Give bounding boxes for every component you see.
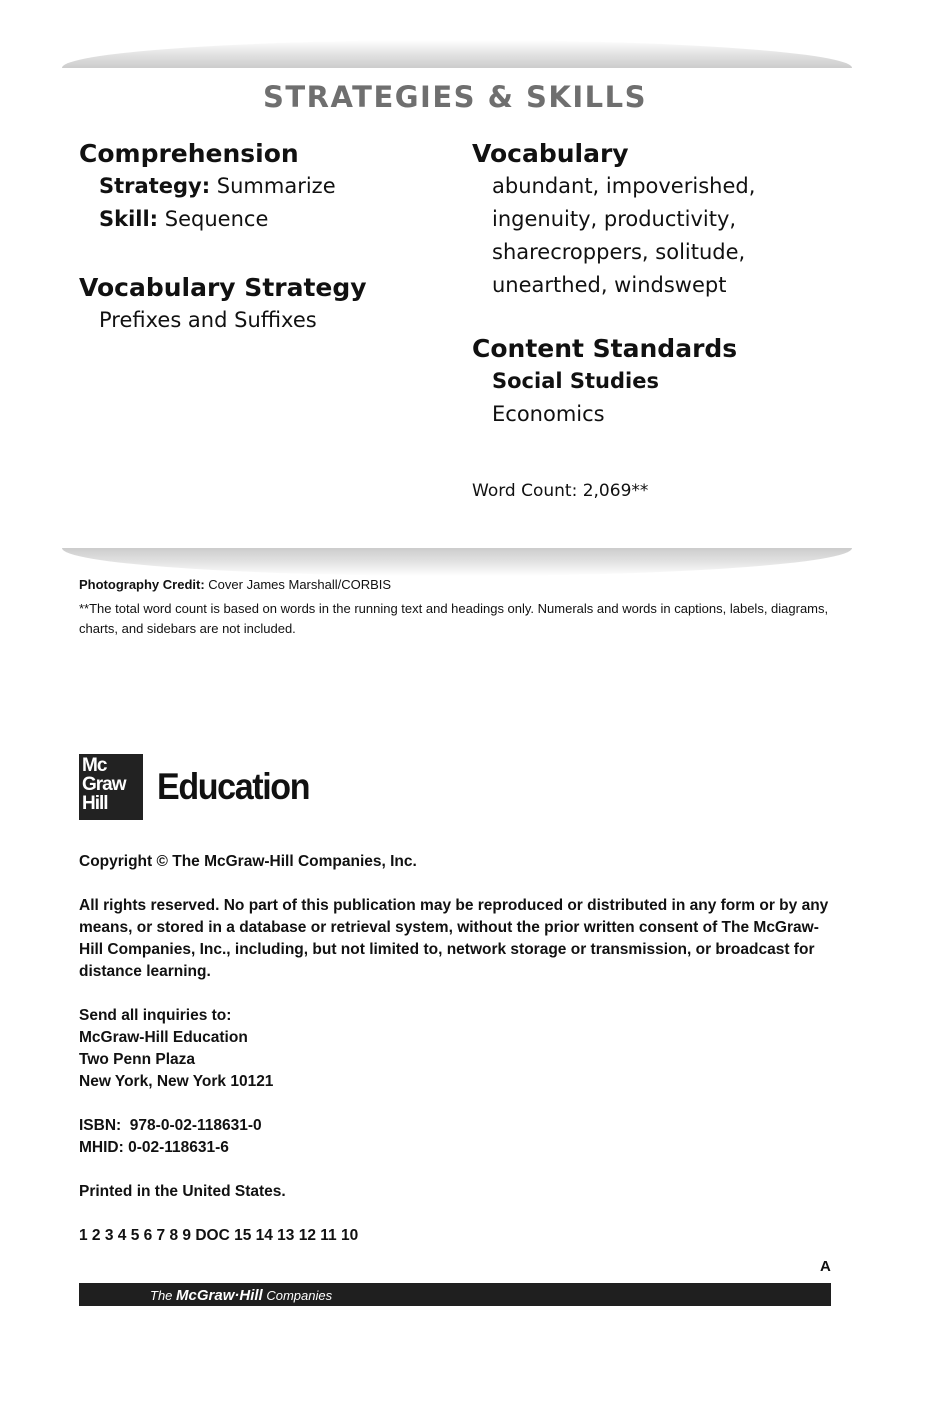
content-standards-heading: Content Standards <box>472 334 738 363</box>
logo-line: Graw <box>82 774 126 795</box>
strategy-label: Strategy: <box>99 174 211 198</box>
printed-statement: Printed in the United States. <box>79 1183 286 1200</box>
vocabulary-strategy-value: Prefixes and Suffixes <box>99 308 317 332</box>
footer-bar <box>79 1283 831 1306</box>
vocabulary-strategy-heading: Vocabulary Strategy <box>79 273 367 302</box>
strategy-line <box>79 170 459 203</box>
photo-credit-block <box>79 575 839 639</box>
copyright-block <box>79 851 839 1269</box>
top-shadow-divider <box>62 40 852 68</box>
photo-credit-value: Cover James Marshall/CORBIS <box>208 577 392 592</box>
photo-credit-line <box>79 575 839 595</box>
mhid: MHID: 0-02-118631-6 <box>79 1139 229 1156</box>
vocabulary-line: ingenuity, productivity, <box>492 207 737 231</box>
bottom-shadow-divider <box>62 548 852 576</box>
address-line: Two Penn Plaza <box>79 1051 195 1068</box>
photo-credit-label: Photography Credit: <box>79 577 205 592</box>
vocabulary-line: unearthed, windswept <box>492 273 727 297</box>
copyright-line: Copyright © The McGraw-Hill Companies, Inc. <box>79 853 417 870</box>
mcgraw-hill-logo-icon <box>79 754 143 820</box>
skill-value: Sequence <box>164 207 269 231</box>
right-column <box>472 138 872 431</box>
inquiries-address <box>79 1005 839 1093</box>
logo-line: Mc <box>82 755 107 776</box>
printing-line: 1 2 3 4 5 6 7 8 9 DOC 15 14 13 12 11 10 <box>79 1227 359 1244</box>
subject-label: Social Studies <box>492 369 659 393</box>
logo-line: Hill <box>82 793 108 814</box>
identifiers <box>79 1115 839 1159</box>
address-line: McGraw-Hill Education <box>79 1029 248 1046</box>
word-count-note: **The total word count is based on words in the running text and headings only. Numerals and words in captions, labels, diagrams, charts, and sidebars are not included. <box>79 601 829 636</box>
strategy-value: Summarize <box>216 174 336 198</box>
isbn: ISBN: 978-0-02-118631-0 <box>79 1117 262 1134</box>
footer-brand-line <box>150 1284 332 1307</box>
page-title: STRATEGIES & SKILLS <box>262 80 648 114</box>
address-line: New York, New York 10121 <box>79 1073 274 1090</box>
page-letter: A <box>820 1258 831 1275</box>
vocabulary-heading: Vocabulary <box>472 139 629 168</box>
logo-wordmark: Education <box>157 766 310 807</box>
left-column <box>79 138 459 337</box>
topic-value: Economics <box>492 402 605 426</box>
skill-label: Skill: <box>99 207 159 231</box>
footer-suffix: Companies <box>266 1288 333 1303</box>
footer-prefix: The <box>150 1288 173 1303</box>
footer-brand: McGraw·Hill <box>176 1287 263 1304</box>
publisher-logo <box>79 754 322 820</box>
vocabulary-line: abundant, impoverished, <box>492 174 756 198</box>
vocabulary-line: sharecroppers, solitude, <box>492 240 746 264</box>
inquiries-label: Send all inquiries to: <box>79 1007 232 1024</box>
rights-statement: All rights reserved. No part of this publication may be reproduced or distributed in any form or by any means, or stored in a database or retrieval system, without the prior written consent of The McGraw-Hill Companies, Inc., including, but not limited to, network storage or transmission, or broadcast for distance learning. <box>79 897 829 980</box>
word-count: Word Count: 2,069** <box>472 481 649 501</box>
skill-line <box>79 203 459 236</box>
comprehension-heading: Comprehension <box>79 139 299 168</box>
